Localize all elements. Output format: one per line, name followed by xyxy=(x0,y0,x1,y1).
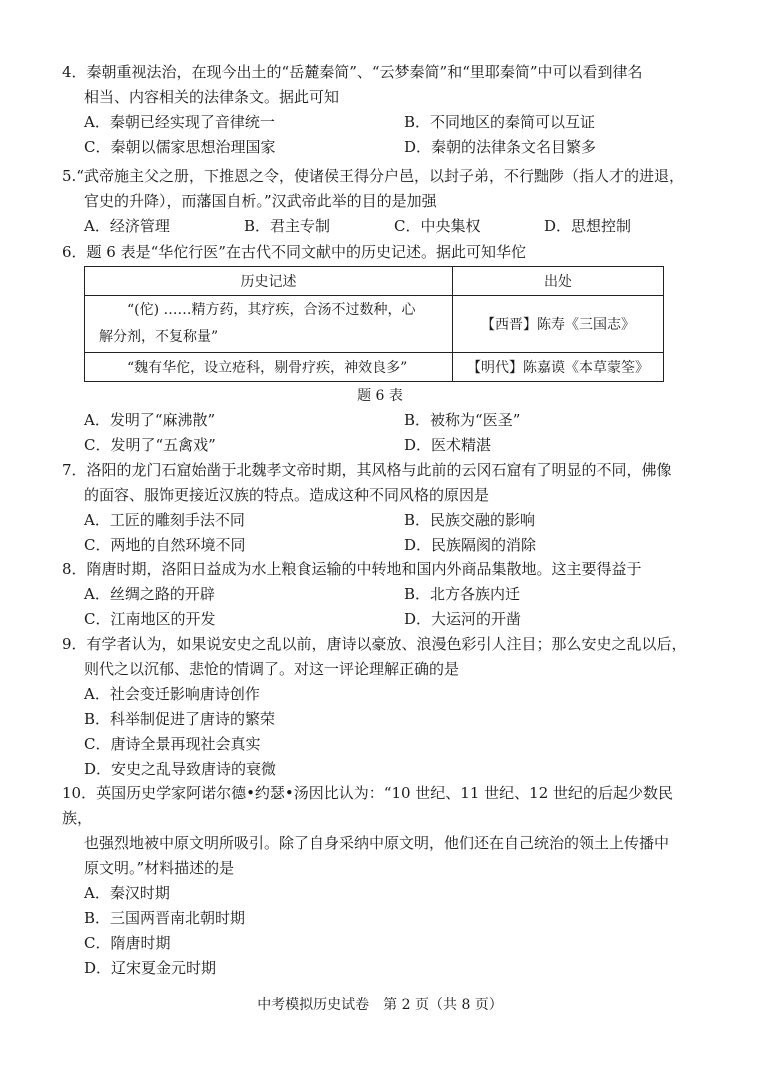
question-10-line1: 10．英国历史学家阿诺尔德•约瑟•汤因比认为：“10 世纪、11 世纪、12 世纪的后起少数民族， xyxy=(62,784,674,827)
option-b[interactable]: B．民族交融的影响 xyxy=(404,511,536,529)
record-line: 解分剂，不复称量” xyxy=(99,329,219,345)
table-header-source: 出处 xyxy=(453,267,664,296)
option-a[interactable]: A．工匠的雕刻手法不同 xyxy=(84,511,245,529)
question-5-line1: 5.“武帝施主父之册，下推恩之令，使诸侯王得分户邑，以封子弟，不行黜陟（指人才的进退， xyxy=(62,167,684,185)
table-cell-source: 【明代】陈嘉谟《本草蒙筌》 xyxy=(453,353,664,382)
question-4-options xyxy=(62,110,702,160)
question-9-line2: 则代之以沉郁、悲怆的情调了。对这一评论理解正确的是 xyxy=(84,660,460,678)
table-header-row xyxy=(85,267,664,296)
question-9-line1: 9．有学者认为，如果说安史之乱以前，唐诗以豪放、浪漫色彩引人注目；那么安史之乱以后， xyxy=(62,635,687,653)
question-7-options xyxy=(62,508,702,558)
option-c[interactable]: C．秦朝以儒家思想治理国家 xyxy=(84,138,276,156)
question-10-stem xyxy=(62,781,702,881)
option-a[interactable]: A．秦汉时期 xyxy=(84,884,170,902)
question-4 xyxy=(62,60,702,160)
question-9-options xyxy=(62,682,702,782)
question-10-line3: 原文明。”材料描述的是 xyxy=(84,859,235,877)
question-8 xyxy=(62,557,702,632)
option-a[interactable]: A．经济管理 xyxy=(84,217,170,235)
page-footer: 中考模拟历史试卷 第 2 页（共 8 页） xyxy=(257,997,503,1013)
question-10-options xyxy=(62,881,702,981)
table-cell-record: “魏有华佗，设立疮科，剔骨疗疾，神效良多” xyxy=(85,353,453,382)
option-c[interactable]: C．两地的自然环境不同 xyxy=(84,536,246,554)
question-7 xyxy=(62,458,702,558)
option-a[interactable]: A．秦朝已经实现了音律统一 xyxy=(84,113,275,131)
question-10 xyxy=(62,781,702,981)
question-6-table xyxy=(84,266,664,382)
option-b[interactable]: B．科举制促进了唐诗的繁荣 xyxy=(84,710,276,728)
question-6-options-block xyxy=(62,408,702,458)
table-row xyxy=(85,296,664,353)
option-b[interactable]: B．三国两晋南北朝时期 xyxy=(84,909,246,927)
option-c[interactable]: C．江南地区的开发 xyxy=(84,610,216,628)
question-8-options xyxy=(62,582,702,632)
question-10-line2: 也强烈地被中原文明所吸引。除了自身采纳中原文明，他们还在自己统治的领土上传播中 xyxy=(84,834,670,852)
question-5-options xyxy=(62,214,702,239)
option-b[interactable]: B．不同地区的秦简可以互证 xyxy=(404,113,596,131)
option-d[interactable]: D．思想控制 xyxy=(544,217,632,235)
table-caption: 题 6 表 xyxy=(357,388,403,404)
question-8-stem: 8．隋唐时期，洛阳日益成为水上粮食运输的中转地和国内外商品集散地。这主要得益于 xyxy=(62,560,642,578)
question-4-line2: 相当、内容相关的法律条文。据此可知 xyxy=(84,88,340,106)
question-7-line2: 的面容、服饰更接近汉族的特点。造成这种不同风格的原因是 xyxy=(84,486,490,504)
option-a[interactable]: A．社会变迁影响唐诗创作 xyxy=(84,685,260,703)
question-6 xyxy=(62,240,702,265)
option-c[interactable]: C．中央集权 xyxy=(394,217,481,235)
question-4-stem xyxy=(62,60,702,110)
question-4-line1: 4．秦朝重视法治，在现今出土的“岳麓秦简”、“云梦秦简”和“里耶秦简”中可以看到律名 xyxy=(62,63,643,81)
table-header-record: 历史记述 xyxy=(85,267,453,296)
option-d[interactable]: D．医术精湛 xyxy=(404,436,492,454)
record-line: “(佗) ……精方药，其疗疾，合汤不过数种，心 xyxy=(127,302,416,318)
option-a[interactable]: A．丝绸之路的开辟 xyxy=(84,585,215,603)
question-6-options xyxy=(62,408,702,458)
option-d[interactable]: D．安史之乱导致唐诗的衰微 xyxy=(84,760,277,778)
question-5-line2: 官史的升降），而藩国自析。”汉武帝此举的目的是加强 xyxy=(84,192,437,210)
option-c[interactable]: C．发明了“五禽戏” xyxy=(84,436,216,454)
option-b[interactable]: B．北方各族内迁 xyxy=(404,585,521,603)
option-a[interactable]: A．发明了“麻沸散” xyxy=(84,411,216,429)
question-7-stem xyxy=(62,458,702,508)
option-d[interactable]: D．辽宋夏金元时期 xyxy=(84,959,217,977)
table-row xyxy=(85,353,664,382)
question-9 xyxy=(62,632,702,782)
option-d[interactable]: D．大运河的开凿 xyxy=(404,610,522,628)
option-c[interactable]: C．隋唐时期 xyxy=(84,934,171,952)
question-7-line1: 7．洛阳的龙门石窟始凿于北魏孝文帝时期，其风格与此前的云冈石窟有了明显的不同，佛像 xyxy=(62,461,672,479)
option-d[interactable]: D．秦朝的法律条文名目繁多 xyxy=(404,138,597,156)
table-cell-source: 【西晋】陈寿《三国志》 xyxy=(453,296,664,353)
option-d[interactable]: D．民族隔阂的消除 xyxy=(404,536,537,554)
question-6-stem: 6．题 6 表是“华佗行医”在古代不同文献中的历史记述。据此可知华佗 xyxy=(62,243,526,261)
table-cell-record xyxy=(85,296,453,353)
question-9-stem xyxy=(62,632,702,682)
option-c[interactable]: C．唐诗全景再现社会真实 xyxy=(84,735,261,753)
option-b[interactable]: B．君主专制 xyxy=(244,217,331,235)
question-5-stem xyxy=(62,164,702,214)
option-b[interactable]: B．被称为“医圣” xyxy=(404,411,521,429)
question-5 xyxy=(62,164,702,239)
